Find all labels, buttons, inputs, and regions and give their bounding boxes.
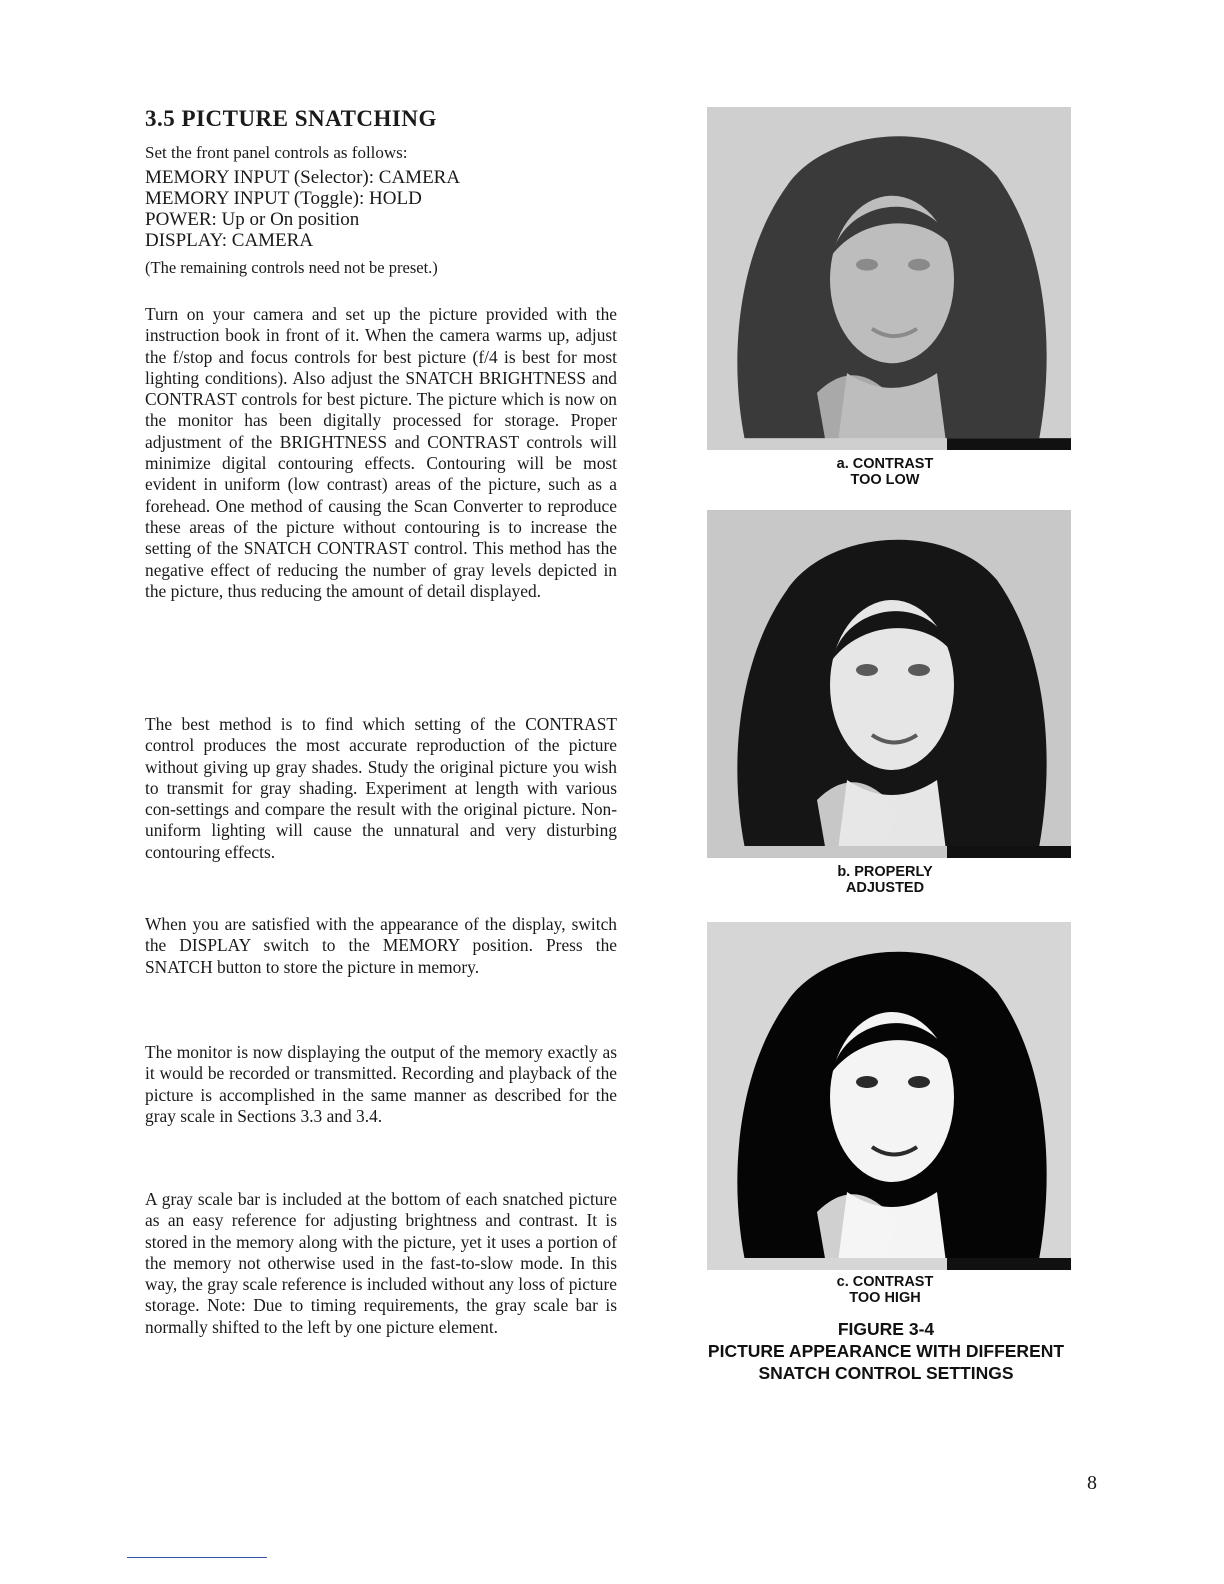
figure-number: FIGURE 3-4 (837, 1319, 935, 1339)
paragraph: Turn on your camera and set up the picture provided with the instruction book in front of it. When the camera warms up, adjust the f/stop and focus controls for best picture (f/4 is best for most lighting conditions). Also adjust the SNATCH BRIGHTNESS and CONTRAST controls for best picture. The picture which is now on the monitor has been digitally processed for storage. Proper adjustment of the BRIGHTNESS and CONTRAST controls will minimize digital contouring effects. Contouring will be most evident in uniform (low contrast) areas of the picture, such as a forehead. One method of causing the Scan Converter to reproduce these areas of the picture without contouring is to increase the setting of the SNATCH CONTRAST control. This method has the negative effect of reducing the number of gray levels depicted in the picture, thus reducing the amount of detail displayed. (145, 304, 617, 601)
figure-caption-b (700, 864, 1070, 896)
paragraph: When you are satisfied with the appearance of the display, switch the DISPLAY switch to the MEMORY position. Press the SNATCH button to store the picture in memory. (145, 914, 617, 977)
caption-line1: PROPERLY (854, 864, 933, 880)
paragraph: The best method is to find which setting of the CONTRAST control produces the most accurate reproduction of the picture without giving up gray shades. Study the original picture you wish to transmit for gray shading. Experiment at length with various con-settings and compare the result with the original picture. Non-uniform lighting will cause the unnatural and very disturbing contouring effects. (145, 714, 617, 862)
setting-line: DISPLAY: CAMERA (145, 230, 314, 251)
caption-line2: TOO LOW (850, 472, 920, 488)
section-title: 3.5 PICTURE SNATCHING (145, 106, 437, 131)
text-column (145, 106, 617, 1337)
figure-caption-a (700, 456, 1070, 488)
paragraph: The monitor is now displaying the output of the memory exactly as it would be recorded or transmitted. Recording and playback of the picture is accomplished in the same manner as described for the gray scale in Sections 3.3 and 3.4. (145, 1042, 617, 1126)
figure-title-line2: SNATCH CONTROL SETTINGS (758, 1363, 1014, 1383)
setting-line: MEMORY INPUT (Toggle): HOLD (145, 188, 422, 209)
caption-line1: CONTRAST (852, 1274, 934, 1290)
caption-line2: ADJUSTED (845, 880, 925, 896)
figure-title (680, 1318, 1092, 1384)
photo-contrast-too-low (707, 107, 1071, 450)
figure-title-line1: PICTURE APPEARANCE WITH DIFFERENT (707, 1341, 1065, 1361)
caption-letter: a. (836, 456, 849, 472)
caption-letter: c. (836, 1274, 849, 1290)
caption-line2: TOO HIGH (849, 1290, 921, 1306)
figure-caption-c (700, 1274, 1070, 1306)
intro-text: Set the front panel controls as follows: (145, 143, 408, 162)
caption-line1: CONTRAST (852, 456, 934, 472)
setting-line: MEMORY INPUT (Selector): CAMERA (145, 167, 461, 188)
footnote-rule (127, 1557, 267, 1558)
portrait-image (707, 107, 1071, 450)
caption-letter: b. (837, 864, 851, 880)
paragraph: A gray scale bar is included at the bottom of each snatched picture as an easy reference for adjusting brightness and contrast. It is stored in the memory along with the picture, yet it uses a portion of the memory not otherwise used in the fast-to-slow mode. In this way, the gray scale reference is included without any loss of picture storage. Note: Due to timing requirements, the gray scale bar is normally shifted to the left by one picture element. (145, 1189, 617, 1337)
preset-note: (The remaining controls need not be preset.) (145, 258, 438, 277)
portrait-image (707, 510, 1071, 858)
portrait-image (707, 922, 1071, 1270)
page-number: 8 (1087, 1472, 1097, 1494)
photo-properly-adjusted (707, 510, 1071, 858)
photo-contrast-too-high (707, 922, 1071, 1270)
setting-line: POWER: Up or On position (145, 209, 360, 230)
control-settings-list (145, 167, 617, 251)
